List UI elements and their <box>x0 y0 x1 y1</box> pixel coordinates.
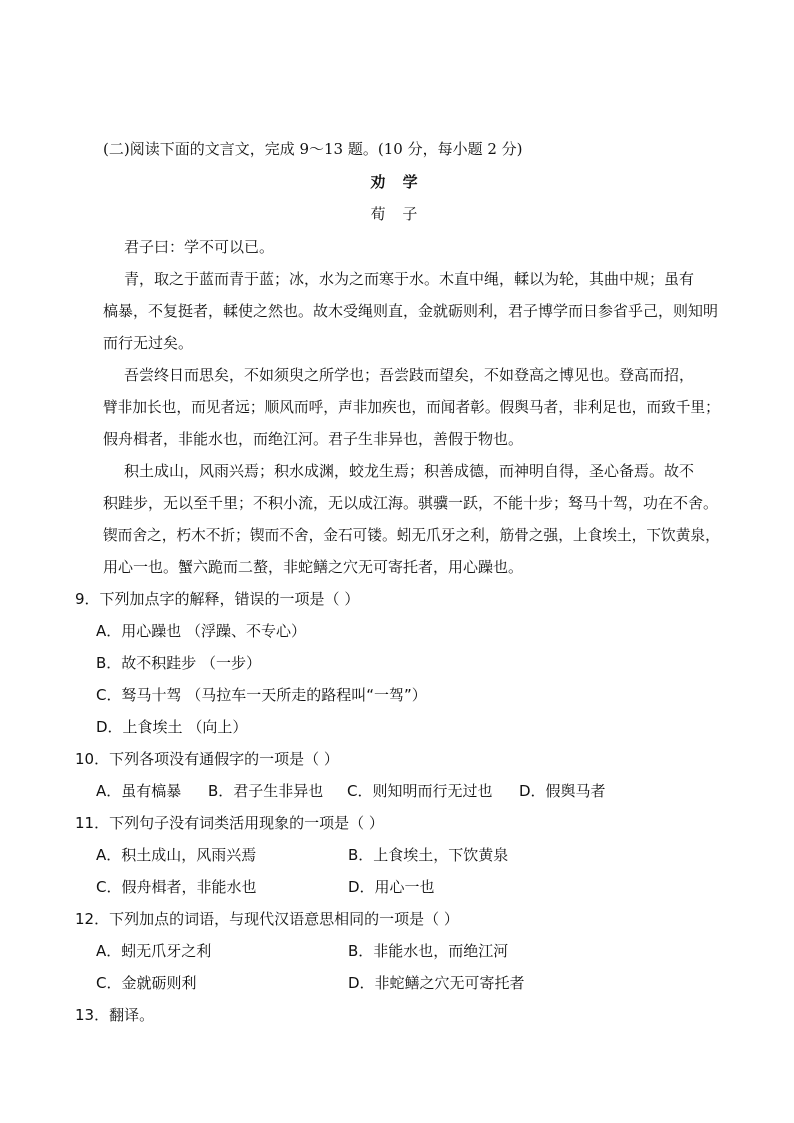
question-11-option-b: B．上食埃土，下饮黄泉 <box>348 846 509 864</box>
question-9-option-d: D．上食埃土 （向上） <box>96 718 248 736</box>
question-12-option-a: A．蚓无爪牙之利 <box>96 942 212 960</box>
section-header: (二)阅读下面的文言文，完成 9～13 题。(10 分，每小题 2 分) <box>103 140 523 158</box>
question-10-option-a: A．虽有槁暴 <box>96 782 182 800</box>
question-9-option-a: A．用心躁也 （浮躁、不专心） <box>96 622 307 640</box>
question-13-stem: 13．翻译。 <box>75 1006 155 1024</box>
question-10-stem: 10．下列各项没有通假字的一项是（ ） <box>75 750 339 768</box>
question-11-option-a: A．积土成山，风雨兴焉 <box>96 846 257 864</box>
passage-line: 而行无过矣。 <box>103 334 194 352</box>
passage-line: 君子曰：学不可以已。 <box>124 238 275 256</box>
question-10-option-d: D．假舆马者 <box>519 782 606 800</box>
passage-line: 假舟楫者，非能水也，而绝江河。君子生非异也，善假于物也。 <box>103 430 524 448</box>
question-11-option-c: C．假舟楫者，非能水也 <box>96 878 257 896</box>
question-11-option-d: D．用心一也 <box>348 878 435 896</box>
passage-line: 积土成山，风雨兴焉；积水成渊，蛟龙生焉；积善成德，而神明自得，圣心备焉。故不 <box>124 462 695 480</box>
passage-title: 劝 学 <box>370 173 424 191</box>
passage-line: 槁暴，不复挺者，輮使之然也。故木受绳则直，金就砺则利，君子博学而日参省乎己，则知明 <box>103 302 719 320</box>
question-10-option-c: C．则知明而行无过也 <box>347 782 493 800</box>
passage-line: 臂非加长也，而见者远；顺风而呼，声非加疾也，而闻者彰。假舆马者，非利足也，而致千里； <box>103 398 720 416</box>
passage-author: 荀 子 <box>370 205 424 223</box>
question-9-stem: 9．下列加点字的解释，错误的一项是（ ） <box>75 590 360 608</box>
question-11-stem: 11．下列句子没有词类活用现象的一项是（ ） <box>75 814 384 832</box>
passage-line: 积跬步，无以至千里；不积小流，无以成江海。骐骥一跃，不能十步；驽马十驾，功在不舍。 <box>103 494 719 512</box>
passage-line: 青，取之于蓝而青于蓝；冰，水为之而寒于水。木直中绳，輮以为轮，其曲中规；虽有 <box>124 270 695 288</box>
passage-line: 锲而舍之，朽木不折；锲而不舍，金石可镂。蚓无爪牙之利，筋骨之强，上食埃土，下饮黄泉， <box>103 526 720 544</box>
question-12-option-b: B．非能水也，而绝江河 <box>348 942 509 960</box>
passage-line: 吾尝终日而思矣，不如须臾之所学也；吾尝跂而望矣，不如登高之博见也。登高而招， <box>124 366 695 384</box>
question-10-option-b: B．君子生非异也 <box>208 782 324 800</box>
question-9-option-b: B．故不积跬步 （一步） <box>96 654 262 672</box>
passage-line: 用心一也。蟹六跪而二螯，非蛇鳝之穴无可寄托者，用心躁也。 <box>103 558 524 576</box>
question-12-stem: 12．下列加点的词语，与现代汉语意思相同的一项是（ ） <box>75 910 459 928</box>
question-12-option-d: D．非蛇鳝之穴无可寄托者 <box>348 974 525 992</box>
question-9-option-c: C．驽马十驾 （马拉车一天所走的路程叫“一驾”） <box>96 686 427 704</box>
question-12-option-c: C．金就砺则利 <box>96 974 197 992</box>
